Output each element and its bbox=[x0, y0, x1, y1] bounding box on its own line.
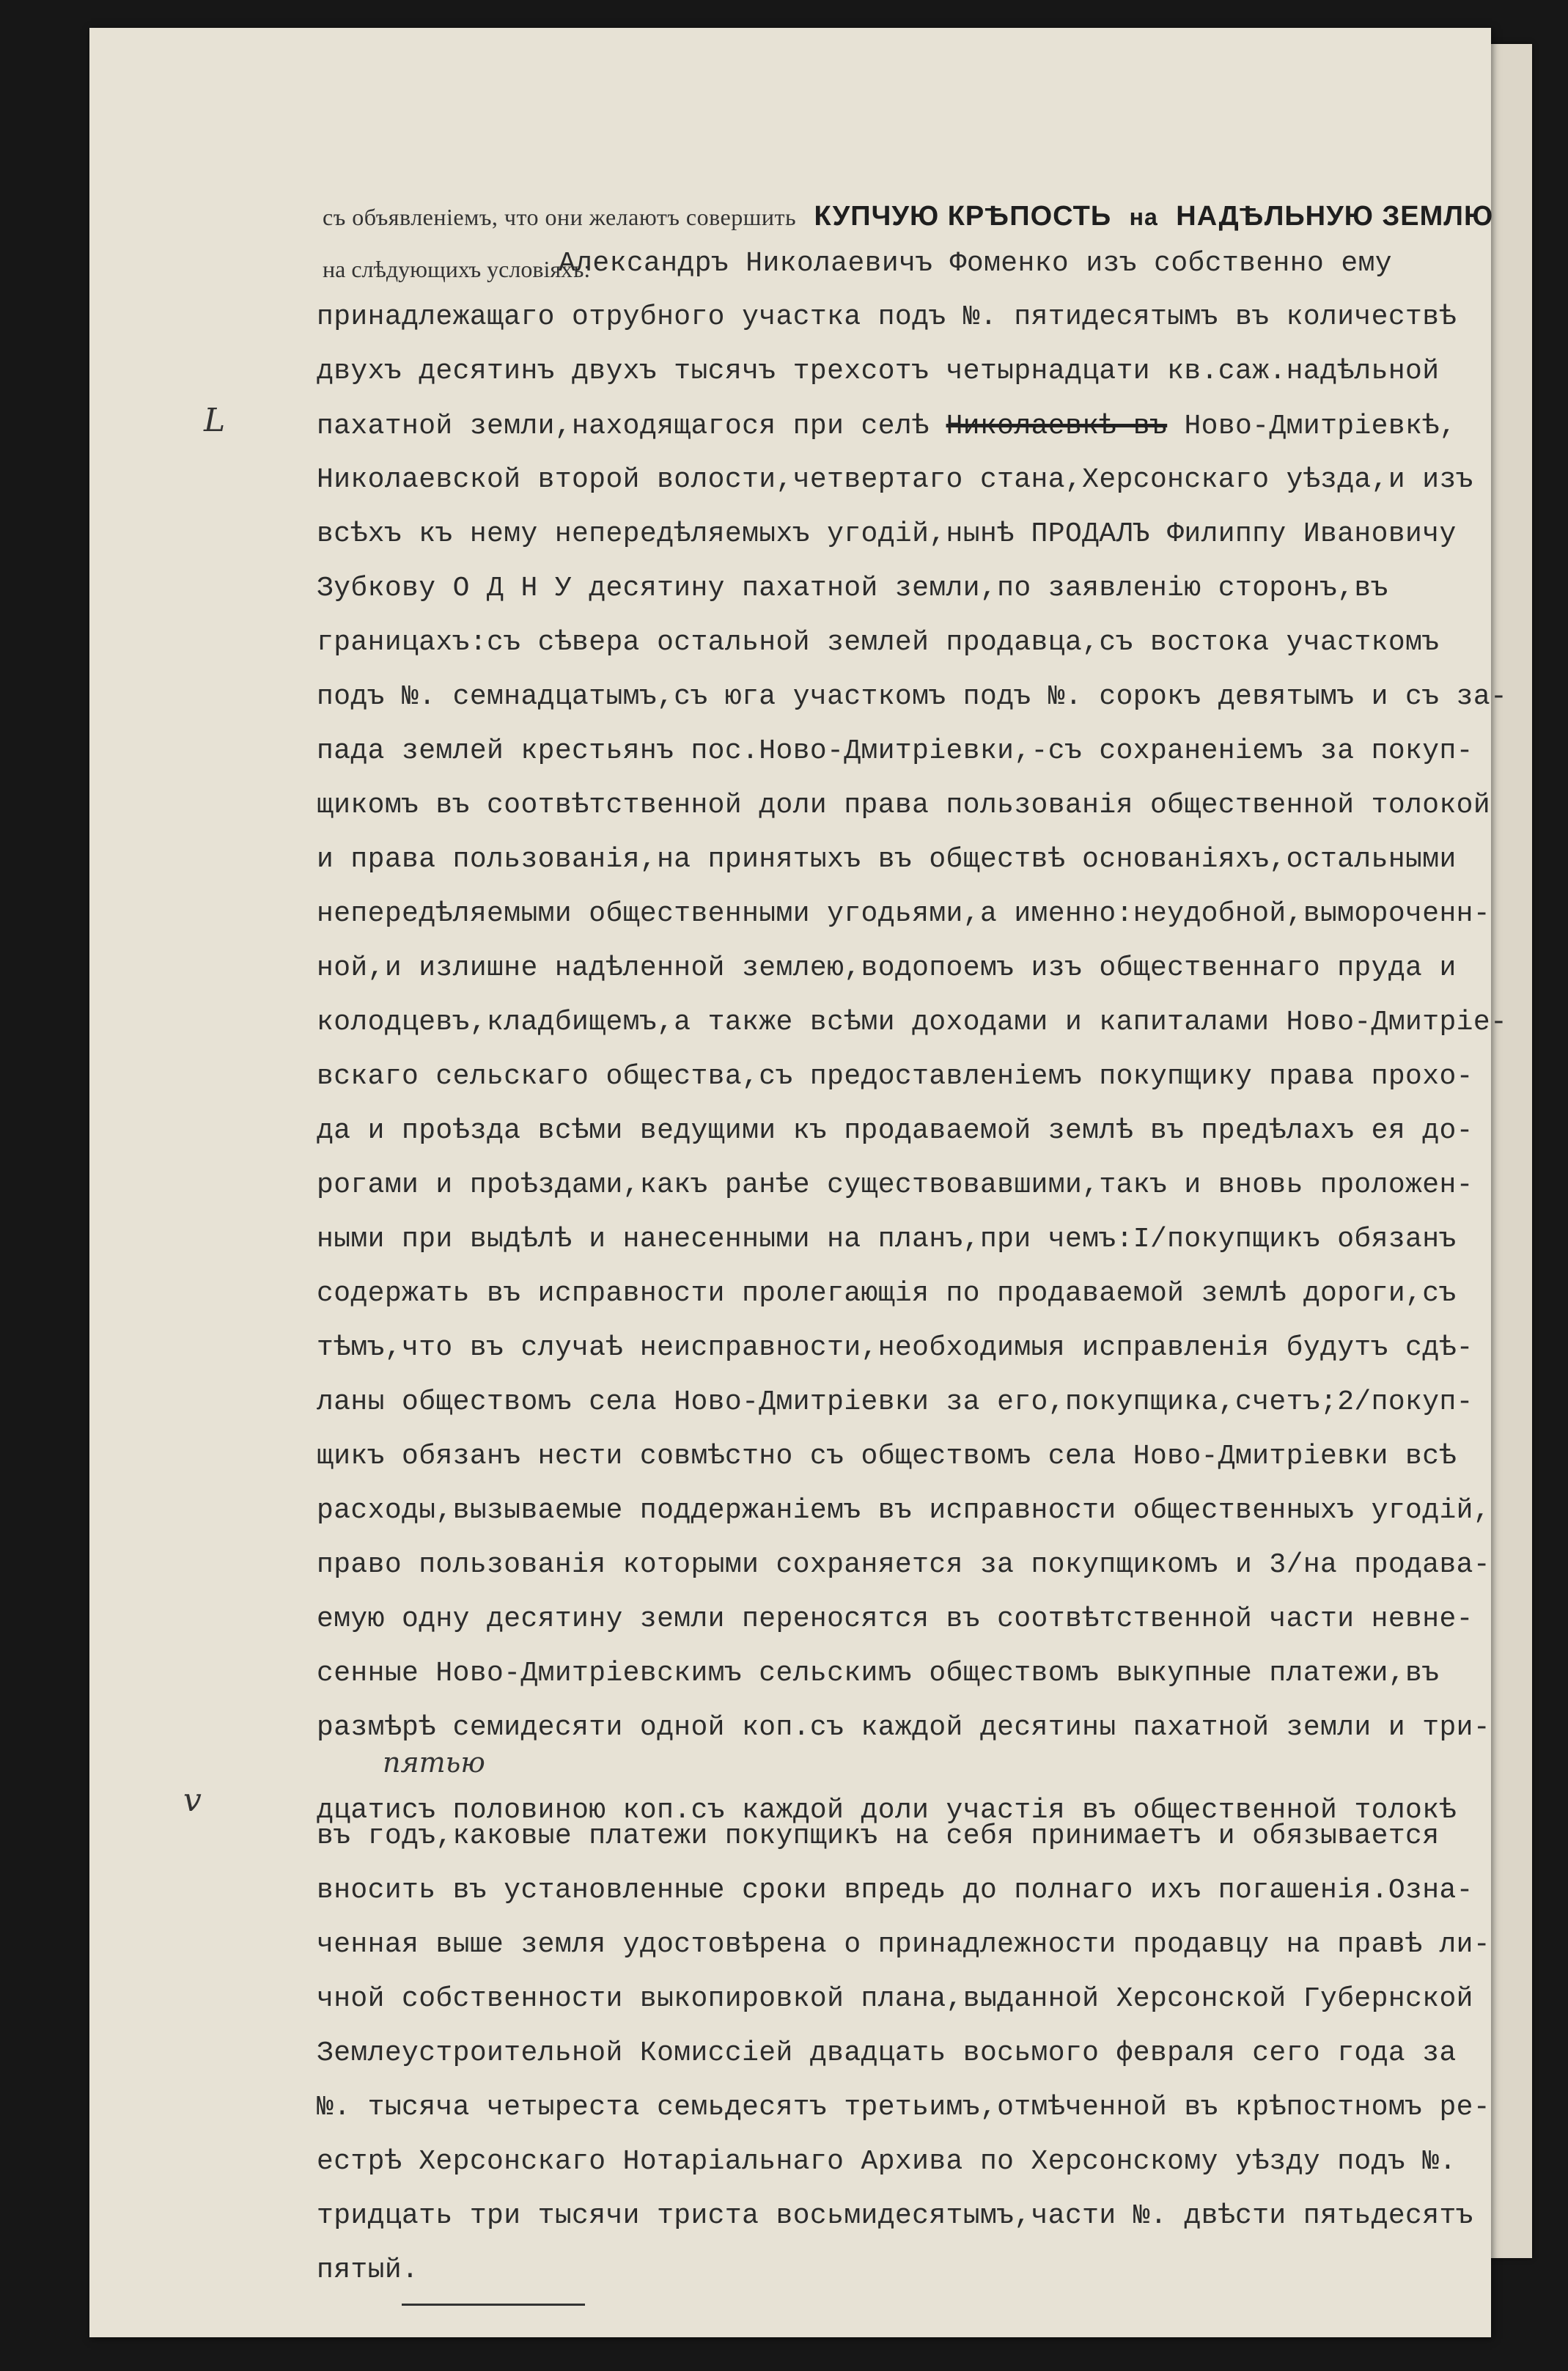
body-line-34: Землеустроительной Комиссіей двадцать восьмого февраля сего года за bbox=[317, 2037, 1457, 2069]
body-line-37: тридцать три тысячи триста восьмидесятымъ,части №. двѣсти пятьдесятъ bbox=[317, 2200, 1473, 2232]
body-line-8: границахъ:съ сѣвера остальной землей продавца,съ востока участкомъ bbox=[317, 627, 1440, 658]
body-line-29 bbox=[317, 1795, 1457, 1826]
body-line-3: двухъ десятинъ двухъ тысячъ трехсотъ четырнадцати кв.саж.надѣльной bbox=[317, 356, 1440, 387]
body-line-6: всѣхъ къ нему непередѣляемыхъ угодій,нынѣ ПРОДАЛЪ Филиппу Ивановичу bbox=[317, 518, 1457, 550]
body-line-1: Александръ Николаевичъ Фоменко изъ собственно ему bbox=[559, 248, 1392, 279]
header-intro: съ объявленіемъ, что они желаютъ совершить bbox=[323, 204, 797, 230]
body-line-4 bbox=[317, 411, 1457, 442]
conditions-label bbox=[323, 256, 590, 283]
body-line-28: размѣрѣ семидесяти одной коп.съ каждой десятины пахатной земли и три- bbox=[317, 1712, 1491, 1743]
document-page bbox=[89, 28, 1508, 2337]
body-line-18: рогами и проѣздами,какъ ранѣе существовавшими,такъ и вновь проложен- bbox=[317, 1169, 1473, 1201]
body-line-15: колодцевъ,кладбищемъ,а также всѣми доходами и капиталами Ново-Дмитріе- bbox=[317, 1007, 1508, 1038]
body-line-16: вскаго сельскаго общества,съ предоставленіемъ покупщику права прохо- bbox=[317, 1061, 1473, 1092]
line-29-start: дцати bbox=[317, 1795, 402, 1826]
body-line-25: право пользованія которыми сохраняется за покупщикомъ и 3/на продава- bbox=[317, 1549, 1491, 1581]
body-line-13: непередѣляемыми общественными угодьями,а именно:неудобной,вымороченн- bbox=[317, 898, 1491, 930]
body-line-17: да и проѣзда всѣми ведущими къ продаваемой землѣ въ предѣлахъ ея до- bbox=[317, 1115, 1473, 1147]
body-line-5: Николаевской второй волости,четвертаго стана,Херсонскаго уѣзда,и изъ bbox=[317, 464, 1473, 496]
struck-text: Николаевкѣ въ bbox=[946, 411, 1168, 442]
body-line-23: щикъ обязанъ нести совмѣстно съ обществомъ села Ново-Дмитріевки всѣ bbox=[317, 1441, 1457, 1472]
body-line-20: содержать въ исправности пролегающія по продаваемой землѣ дороги,съ bbox=[317, 1278, 1457, 1309]
body-line-24: расходы,вызываемые поддержаніемъ въ исправности общественныхъ угодій, bbox=[317, 1495, 1491, 1526]
body-line-35: №. тысяча четыреста семьдесятъ третьимъ,отмѣченной въ крѣпостномъ ре- bbox=[317, 2092, 1491, 2123]
body-line-38: пятый. bbox=[317, 2254, 419, 2286]
line-4-end: Ново-Дмитріевкѣ, bbox=[1184, 411, 1457, 442]
body-line-22: ланы обществомъ села Ново-Дмитріевки за его,покупщика,счетъ;2/покуп- bbox=[317, 1386, 1473, 1418]
body-line-36: естрѣ Херсонскаго Нотаріальнаго Архива по Херсонскому уѣзду подъ №. bbox=[317, 2146, 1457, 2177]
body-line-27: сенные Ново-Дмитріевскимъ сельскимъ обществомъ выкупные платежи,въ bbox=[317, 1658, 1440, 1689]
line-4-start: пахатной земли,находящагося при селѣ bbox=[317, 411, 930, 442]
body-line-32: ченная выше земля удостовѣрена о принадлежности продавцу на правѣ ли- bbox=[317, 1929, 1491, 1960]
handwritten-insert: пятью bbox=[383, 1746, 485, 1779]
body-line-11: щикомъ въ соотвѣтственной доли права пользованія общественной толокой bbox=[317, 790, 1491, 821]
body-line-9: подъ №. семнадцатымъ,съ юга участкомъ подъ №. сорокъ девятымъ и съ за- bbox=[317, 681, 1508, 713]
body-line-19: ными при выдѣлѣ и нанесенными на планъ,при чемъ:I/покупщикъ обязанъ bbox=[317, 1224, 1457, 1255]
margin-mark-1: L bbox=[204, 402, 226, 439]
body-line-26: емую одну десятину земли переносятся въ соотвѣтственной части невне- bbox=[317, 1603, 1473, 1635]
body-line-12: и права пользованія,на принятыхъ въ обществѣ основаніяхъ,остальными bbox=[317, 844, 1457, 875]
body-line-7: Зубкову О Д Н У десятину пахатной земли,по заявленію сторонъ,въ bbox=[317, 573, 1388, 604]
body-line-30: въ годъ,каковые платежи покупщикъ на себя принимаетъ и обязывается bbox=[317, 1820, 1440, 1852]
line-29-end: съ половиною коп.съ каждой доли участія въ общественной толокѣ bbox=[402, 1795, 1457, 1826]
conditions-label-text: на слѣдующихъ условіяхъ: bbox=[323, 256, 591, 282]
header-na: на bbox=[1129, 204, 1158, 230]
body-line-2: принадлежащаго отрубного участка подъ №. пятидесятымъ въ количествѣ bbox=[317, 301, 1457, 333]
body-line-14: ной,и излишне надѣленной землею,водопоемъ изъ общественнаго пруда и bbox=[317, 952, 1457, 984]
body-line-33: чной собственности выкопировкой плана,выданной Херсонской Губернской bbox=[317, 1983, 1473, 2015]
margin-mark-2: v bbox=[183, 1782, 202, 1819]
body-line-10: пада землей крестьянъ пос.Ново-Дмитріевки,-съ сохраненіемъ за покуп- bbox=[317, 735, 1473, 767]
signature-underline bbox=[402, 2304, 585, 2306]
body-line-21: тѣмъ,что въ случаѣ неисправности,необходимыя исправленія будутъ сдѣ- bbox=[317, 1332, 1473, 1364]
header-title-2: НАДѢЛЬНУЮ ЗЕМЛЮ bbox=[1176, 201, 1494, 232]
header-line bbox=[323, 201, 1493, 232]
body-line-31: вносить въ установленные сроки впредь до полнаго ихъ погашенія.Озна- bbox=[317, 1875, 1473, 1906]
header-title-1: КУПЧУЮ КРѢПОСТЬ bbox=[814, 201, 1112, 232]
